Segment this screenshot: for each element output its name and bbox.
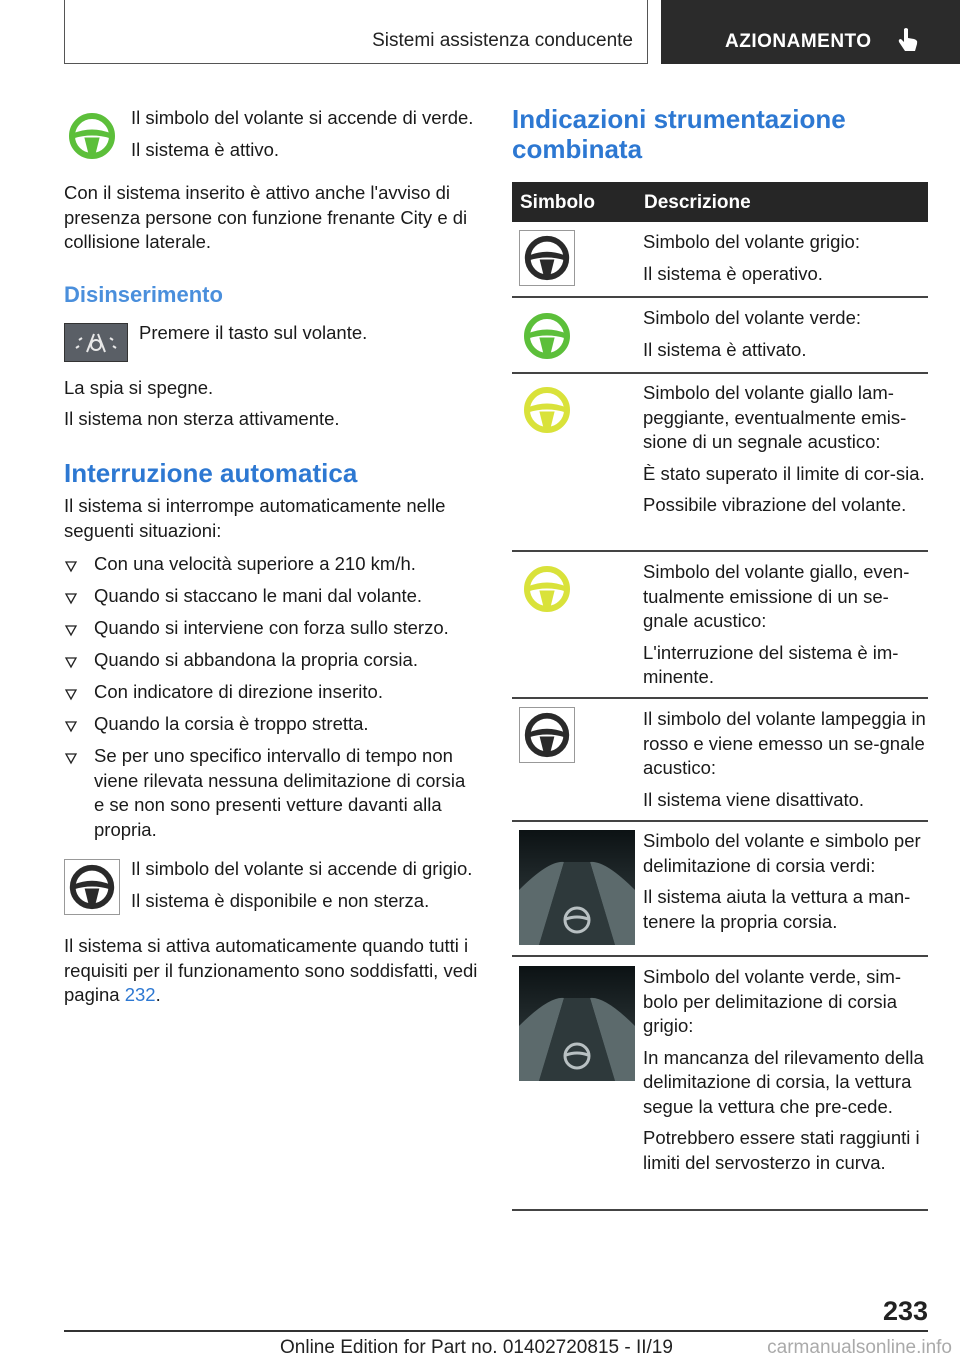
footer-divider (64, 1330, 928, 1332)
header-section-box (64, 0, 648, 64)
disins-instruction: Premere il tasto sul volante. (139, 322, 368, 343)
row-desc-line: Possibile vibrazione del volante. (643, 494, 907, 515)
row-desc-line: Il sistema è attivato. (643, 338, 807, 360)
table-row (643, 965, 928, 1182)
grey-icon-text-1: Il simbolo del volante si accende di grigio. (131, 858, 473, 879)
grey-steering-wheel-icon (64, 859, 120, 915)
triangle-bullet-icon (64, 751, 78, 765)
row-divider (512, 955, 928, 957)
interruzione-intro: Il sistema si interrompe automaticamente nelle seguenti situazioni: (64, 495, 446, 541)
row-desc-line: Simbolo del volante giallo lam-peggiante, eventualmente emis-sione di un segnale acustico: (643, 382, 907, 452)
list-item: Quando la corsia è troppo stretta. (94, 713, 369, 734)
row-desc-line: Simbolo del volante verde: (643, 307, 862, 328)
row-desc-line: Simbolo del volante giallo, even-tualmente emissione di un se-gnale acustico: (643, 561, 910, 631)
row-divider (512, 820, 928, 822)
green-icon-text-2: Il sistema è attivo. (131, 139, 280, 160)
grey-steering-wheel-icon (519, 707, 575, 763)
list-item: Quando si interviene con forza sullo sterzo. (94, 617, 449, 638)
triangle-bullet-icon (64, 591, 78, 605)
pointing-hand-icon (897, 27, 919, 53)
final-text: Il sistema si attiva automaticamente quando tutti i requisiti per il funzionamento sono soddisfatti, vedi pagina (64, 935, 478, 1005)
row-desc-line: È stato superato il limite di cor-sia. (643, 462, 925, 484)
table-row (643, 707, 928, 819)
triangle-bullet-icon (64, 687, 78, 701)
final-paragraph (64, 934, 484, 1008)
row-desc-line: Simbolo del volante e simbolo per delimitazione di corsia verdi: (643, 830, 921, 876)
list-item: Quando si staccano le mani dal volante. (94, 585, 423, 606)
row-desc-line: In mancanza del rilevamento della delimitazione di corsia, la vettura segue la vettura che pre-cede. (643, 1046, 924, 1117)
heading-disinserimento: Disinserimento (64, 282, 223, 307)
row-divider (512, 550, 928, 552)
triangle-bullet-icon (64, 719, 78, 733)
triangle-bullet-icon (64, 559, 78, 573)
yellow-steering-wheel-icon (519, 561, 575, 617)
row-desc-line: Simbolo del volante grigio: (643, 231, 860, 252)
list-item: Con una velocità superiore a 210 km/h. (94, 553, 416, 574)
table-header (512, 182, 928, 222)
list-item: Quando si abbandona la propria corsia. (94, 649, 418, 670)
table-row (643, 230, 928, 293)
list-item: Con indicatore di direzione inserito. (94, 681, 383, 702)
row-desc-line: Potrebbero essere stati raggiunti i limiti del servosterzo in curva. (643, 1127, 920, 1173)
col-header-description: Descrizione (644, 192, 751, 213)
online-edition-text: Online Edition for Part no. 01402720815 - II/19 (280, 1337, 673, 1358)
row-desc-line: Simbolo del volante verde, sim-bolo per delimitazione di corsia grigio: (643, 966, 902, 1036)
triangle-bullet-icon (64, 655, 78, 669)
row-divider (512, 296, 928, 298)
row-desc-line: Il simbolo del volante lampeggia in rosso e viene emesso un se-gnale acustico: (643, 708, 926, 778)
green-icon-text-1: Il simbolo del volante si accende di verde. (131, 107, 474, 128)
table-row (643, 381, 928, 525)
header-chapter-title: AZIONAMENTO (725, 31, 872, 52)
table-row (643, 829, 928, 941)
row-desc-line: Il sistema viene disattivato. (643, 788, 865, 810)
header-section-title: Sistemi assistenza conducente (372, 30, 633, 51)
page-link[interactable]: 232 (124, 984, 156, 1005)
triangle-bullet-icon (64, 623, 78, 637)
grey-steering-wheel-icon (519, 230, 575, 286)
final-dot: . (155, 984, 161, 1005)
green-steering-wheel-icon (519, 308, 575, 364)
intro-paragraph: Con il sistema inserito è attivo anche l'avviso di presenza persone con funzione frenante City e di collisione laterale. (64, 182, 468, 252)
lane-display-icon (519, 966, 635, 1081)
heading-interruzione: Interruzione automatica (64, 458, 358, 488)
col-header-symbol: Simbolo (520, 192, 595, 213)
watermark: carmanualsonline.info (767, 1337, 952, 1358)
green-steering-wheel-icon (64, 108, 120, 164)
row-desc-line: Il sistema è operativo. (643, 262, 823, 284)
heading-indicazioni: Indicazioni strumentazione combinata (512, 104, 846, 164)
row-divider (512, 372, 928, 374)
page-number: 233 (882, 1296, 928, 1326)
row-divider (512, 1209, 928, 1211)
row-desc-line: L'interruzione del sistema è im-minente. (643, 641, 899, 687)
spia-text-1: La spia si spegne. (64, 377, 214, 398)
table-row (643, 306, 928, 369)
list-item: Se per uno specifico intervallo di tempo non viene rilevata nessuna delimitazione di corsia e se non sono presenti vetture davanti alla propria. (94, 745, 466, 840)
row-divider (512, 697, 928, 699)
table-row (643, 560, 928, 697)
lane-display-icon (519, 830, 635, 945)
grey-icon-text-2: Il sistema è disponibile e non sterza. (131, 890, 430, 911)
header-chapter-box (661, 0, 960, 64)
lane-assist-button-icon (64, 323, 128, 362)
row-desc-line: Il sistema aiuta la vettura a man-tenere la propria corsia. (643, 886, 911, 932)
spia-text-2: Il sistema non sterza attivamente. (64, 408, 340, 429)
yellow-steering-wheel-icon (519, 382, 575, 438)
